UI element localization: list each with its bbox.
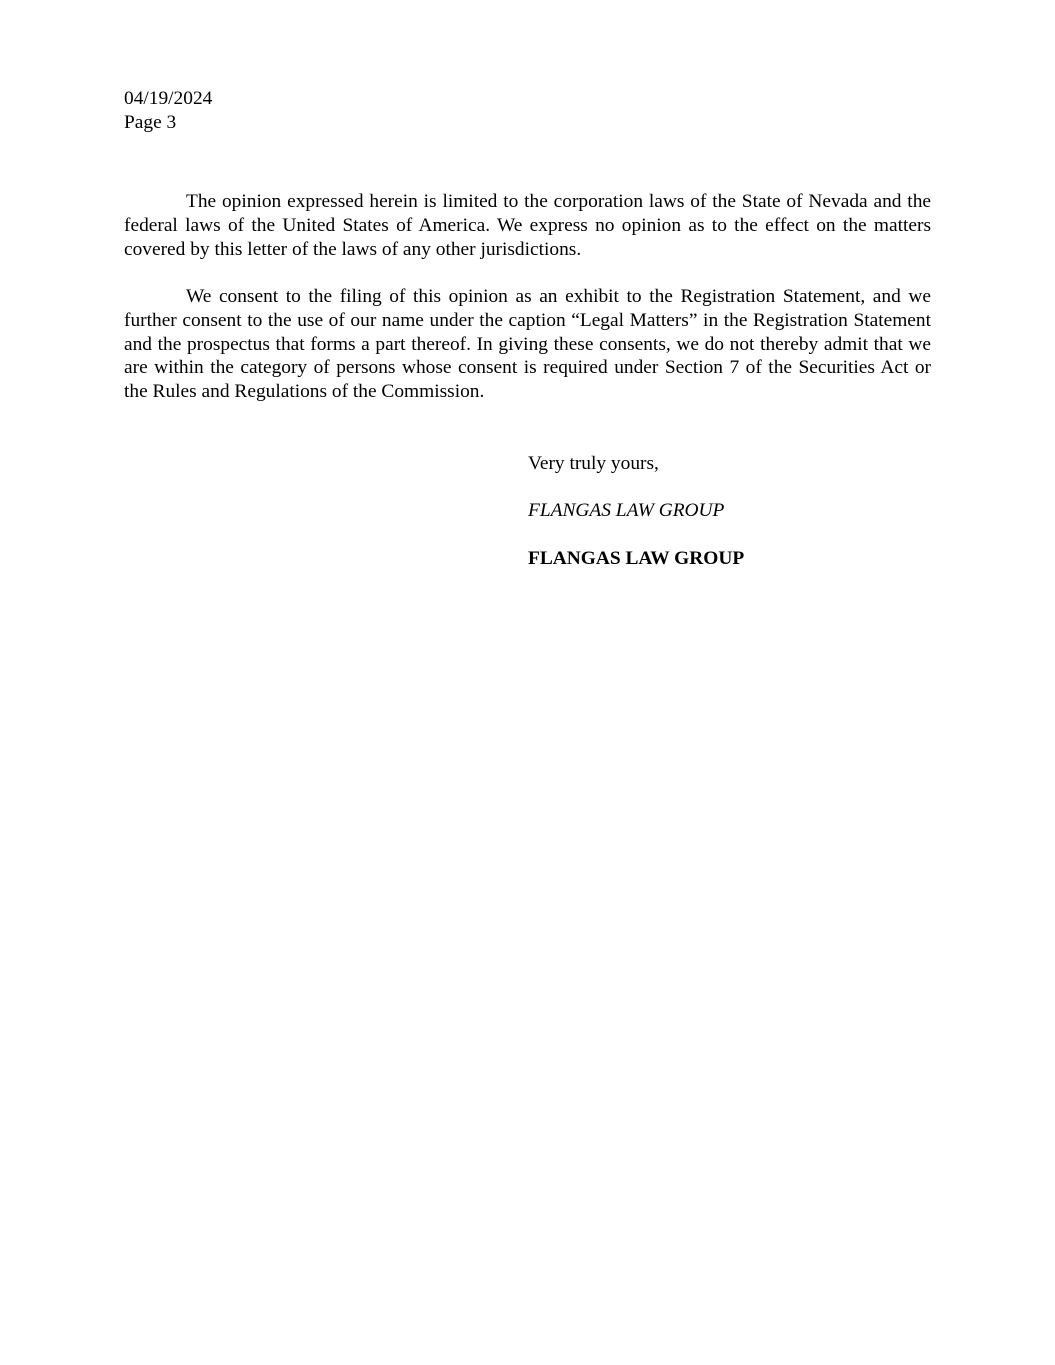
letter-date: 04/19/2024 bbox=[124, 88, 213, 109]
body-paragraph-jurisdiction: The opinion expressed herein is limited to the corporation laws of the State of Nevada and the federal laws of the United States of America. We express no opinion as to the effect on the matters covered by this letter of the laws of any other jurisdictions. bbox=[124, 191, 931, 260]
page-header bbox=[124, 87, 524, 135]
firm-name: FLANGAS LAW GROUP bbox=[528, 547, 745, 569]
signature: FLANGAS LAW GROUP bbox=[528, 500, 725, 522]
body-paragraph-consent: We consent to the filing of this opinion as an exhibit to the Registration Statement, and we further consent to the use of our name under the caption “Legal Matters” in the Registration Statement and the prospectus that forms a part thereof. In giving these consents, we do not thereby admit that we are within the category of persons whose consent is required under Section 7 of the Securities Act or the Rules and Regulations of the Commission. bbox=[124, 286, 931, 403]
salutation: Very truly yours, bbox=[528, 453, 659, 474]
page-number: Page 3 bbox=[124, 111, 177, 133]
closing-block bbox=[528, 452, 928, 594]
